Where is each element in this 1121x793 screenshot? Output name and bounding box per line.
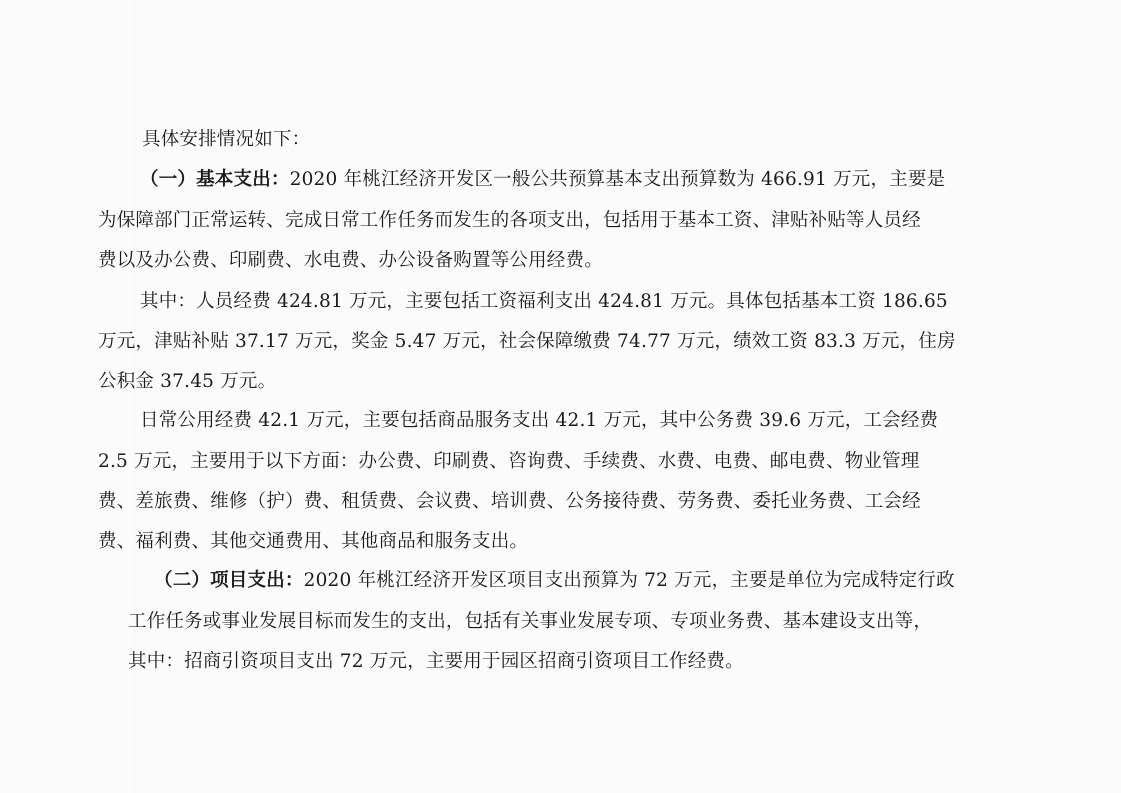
section1-line-3: 费以及办公费、印刷费、水电费、办公设备购置等公用经费。 [98,250,603,271]
section2-heading: （二）项目支出： [154,570,304,591]
public-line-4: 费、福利费、其他交通费用、其他商品和服务支出。 [98,531,529,552]
section1-line-1 [140,168,945,192]
scan-edge [134,0,135,793]
public-line-2: 2.5 万元，主要用于以下方面：办公费、印刷费、咨询费、手续费、水费、电费、邮电费、物业管理 [98,451,920,472]
section1-line-1-text: 2020 年桃江经济开发区一般公共预算基本支出预算数为 466.91 万元，主要是 [289,169,946,190]
section2-line-1 [154,569,955,593]
public-line-3: 费、差旅费、维修（护）费、租赁费、会议费、培训费、公务接待费、劳务费、委托业务费、工会经 [98,491,921,512]
section2-line-1-text: 2020 年桃江经济开发区项目支出预算为 72 万元，主要是单位为完成特定行政 [303,570,955,591]
section2-line-2: 工作任务或事业发展目标而发生的支出，包括有关事业发展专项、专项业务费、基本建设支出等， [128,611,933,632]
personnel-line-3: 公积金 37.45 万元。 [98,371,277,392]
section1-line-2: 为保障部门正常运转、完成日常工作任务而发生的各项支出，包括用于基本工资、津贴补贴等人员经 [98,210,921,231]
personnel-line-1: 其中：人员经费 424.81 万元，主要包括工资福利支出 424.81 万元。具体包括基本工资 186.65 [140,291,948,312]
personnel-line-2: 万元，津贴补贴 37.17 万元，奖金 5.47 万元，社会保障缴费 74.77 万元，绩效工资 83.3 万元，住房 [98,331,956,352]
section2-line-3: 其中：招商引资项目支出 72 万元，主要用于园区招商引资项目工作经费。 [128,651,744,672]
intro-line: 具体安排情况如下： [142,129,311,150]
public-line-1: 日常公用经费 42.1 万元，主要包括商品服务支出 42.1 万元，其中公务费 39.6 万元，工会经费 [140,410,939,431]
section1-heading: （一）基本支出： [140,169,290,190]
